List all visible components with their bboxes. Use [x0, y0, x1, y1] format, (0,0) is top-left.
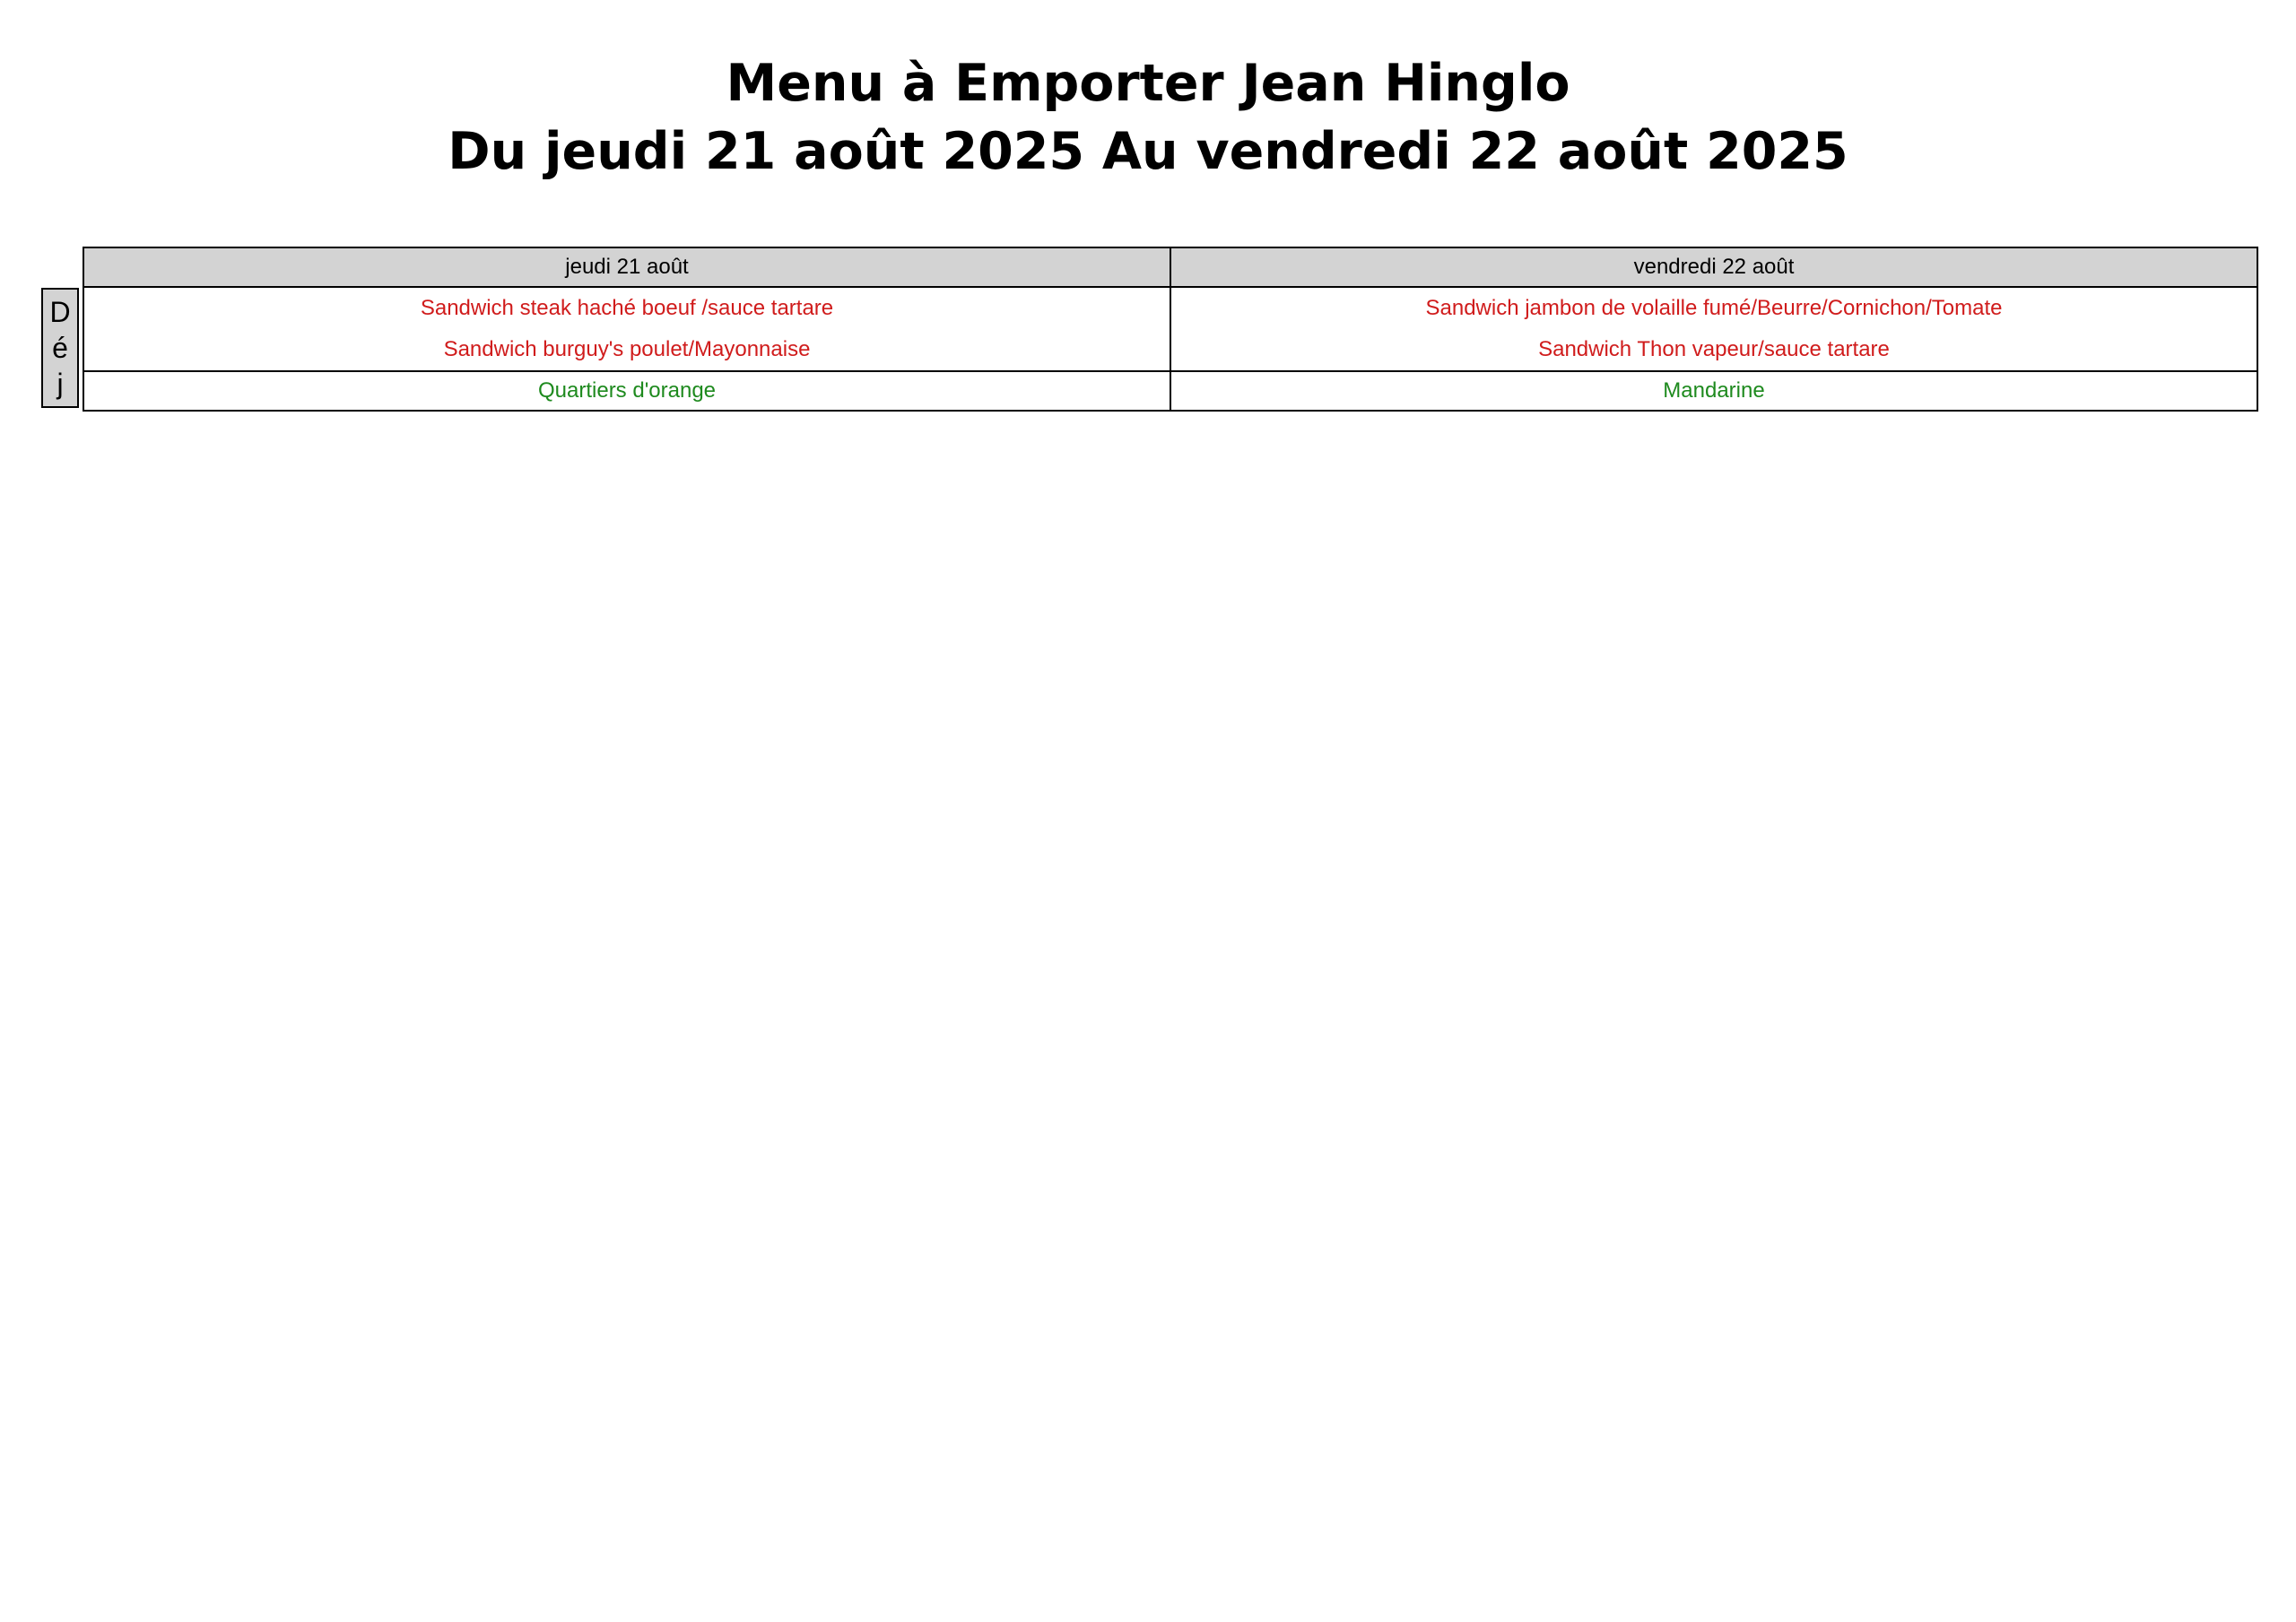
dessert-cell-friday: Mandarine — [1170, 371, 2257, 411]
dessert-cell-thursday: Quartiers d'orange — [83, 371, 1170, 411]
meal-label-letter: D — [49, 296, 71, 328]
main-dish: Sandwich burguy's poulet/Mayonnaise — [443, 337, 811, 361]
main-dish: Sandwich jambon de volaille fumé/Beurre/Cornichon/Tomate — [1425, 296, 2003, 320]
mains-cell-thursday — [83, 287, 1170, 371]
menu-table — [83, 247, 2258, 412]
day-header-friday: vendredi 22 août — [1170, 247, 2257, 287]
dessert-row — [83, 371, 2257, 411]
page-title: Menu à Emporter Jean Hinglo — [726, 54, 1570, 113]
date-range-title: Du jeudi 21 août 2025 Au vendredi 22 août 2025 — [448, 122, 1848, 181]
main-dish: Sandwich Thon vapeur/sauce tartare — [1538, 337, 1890, 361]
mains-cell-friday — [1170, 287, 2257, 371]
meal-label-dejeuner — [41, 288, 79, 408]
meal-label-letter: é — [52, 332, 68, 364]
day-header-row — [83, 247, 2257, 287]
meal-label-letter: j — [57, 368, 64, 400]
mains-row — [83, 287, 2257, 371]
main-dish: Sandwich steak haché boeuf /sauce tartare — [420, 296, 834, 320]
day-header-thursday: jeudi 21 août — [83, 247, 1170, 287]
document-title-block — [0, 49, 2296, 186]
